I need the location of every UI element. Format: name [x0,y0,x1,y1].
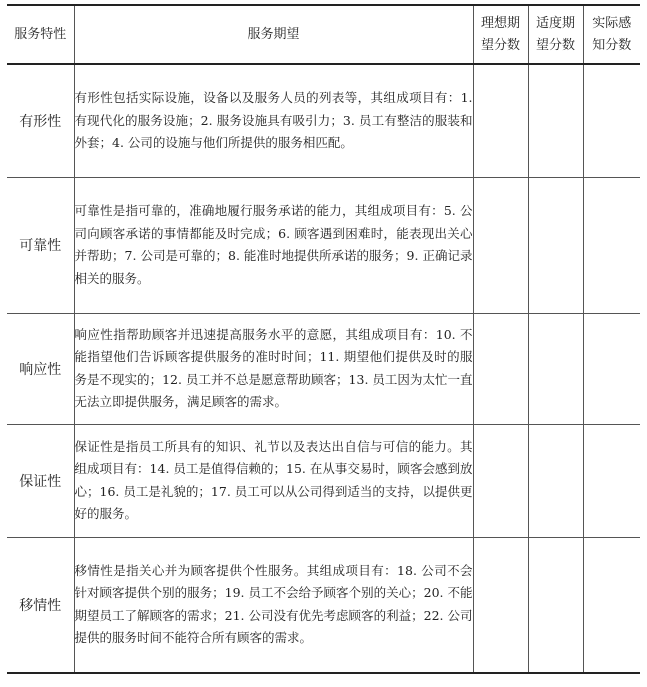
header-adequate-score [528,5,583,64]
description-cell: 响应性指帮助顾客并迅速提高服务水平的意愿，其组成项目有：10. 不能指望他们告诉顾客提供服务的准时时间；11. 期望他们提供及时的服务是不现实的；12. 员工并不总是愿意帮助顾客；13. 员工因为太忙一直无法立即提供服务，满足顾客的需求。 [74,313,473,424]
dimension-cell: 响应性 [7,313,74,424]
header-adequate-label: 适度期望分数 [535,15,575,53]
header-perceived-label: 实际感知分数 [592,15,632,53]
adequate-score-cell[interactable] [528,313,583,424]
description-cell: 保证性是指员工所具有的知识、礼节以及表达出自信与可信的能力。其组成项目有：14. 员工是值得信赖的；15. 在从事交易时，顾客会感到放心；16. 员工是礼貌的；17. 员工可以从公司得到适当的支持，以提供更好的服务。 [74,424,473,537]
perceived-score-cell[interactable] [583,64,640,177]
perceived-score-cell[interactable] [583,177,640,313]
header-ideal-score [473,5,528,64]
header-row [7,5,640,64]
table-row-responsiveness [7,313,640,424]
table-row-assurance [7,424,640,537]
header-perceived-score [583,5,640,64]
ideal-score-cell[interactable] [473,537,528,673]
adequate-score-cell[interactable] [528,64,583,177]
adequate-score-cell[interactable] [528,177,583,313]
description-cell: 有形性包括实际设施，设备以及服务人员的列表等，其组成项目有：1. 有现代化的服务设施；2. 服务设施具有吸引力；3. 员工有整洁的服装和外套；4. 公司的设施与他们所提供的服务相匹配。 [74,64,473,177]
dimension-cell: 保证性 [7,424,74,537]
description-cell: 可靠性是指可靠的，准确地履行服务承诺的能力，其组成项目有：5. 公司向顾客承诺的事情都能及时完成；6. 顾客遇到困难时，能表现出关心并帮助；7. 公司是可靠的；8. 能准时地提供所承诺的服务；9. 正确记录相关的服务。 [74,177,473,313]
table-row-reliability [7,177,640,313]
servqual-table [7,4,640,674]
dimension-cell: 有形性 [7,64,74,177]
perceived-score-cell[interactable] [583,313,640,424]
adequate-score-cell[interactable] [528,537,583,673]
dimension-cell: 移情性 [7,537,74,673]
dimension-cell: 可靠性 [7,177,74,313]
perceived-score-cell[interactable] [583,424,640,537]
ideal-score-cell[interactable] [473,64,528,177]
table-row-empathy [7,537,640,673]
ideal-score-cell[interactable] [473,313,528,424]
ideal-score-cell[interactable] [473,177,528,313]
header-dimension: 服务特性 [7,5,74,64]
perceived-score-cell[interactable] [583,537,640,673]
table-row-tangibles [7,64,640,177]
header-expectation: 服务期望 [74,5,473,64]
ideal-score-cell[interactable] [473,424,528,537]
description-cell: 移情性是指关心并为顾客提供个性服务。其组成项目有：18. 公司不会针对顾客提供个别的服务；19. 员工不会给予顾客个别的关心；20. 不能期望员工了解顾客的需求；21. 公司没有优先考虑顾客的利益；22. 公司提供的服务时间不能符合所有顾客的需求。 [74,537,473,673]
header-ideal-label: 理想期望分数 [480,15,520,53]
adequate-score-cell[interactable] [528,424,583,537]
